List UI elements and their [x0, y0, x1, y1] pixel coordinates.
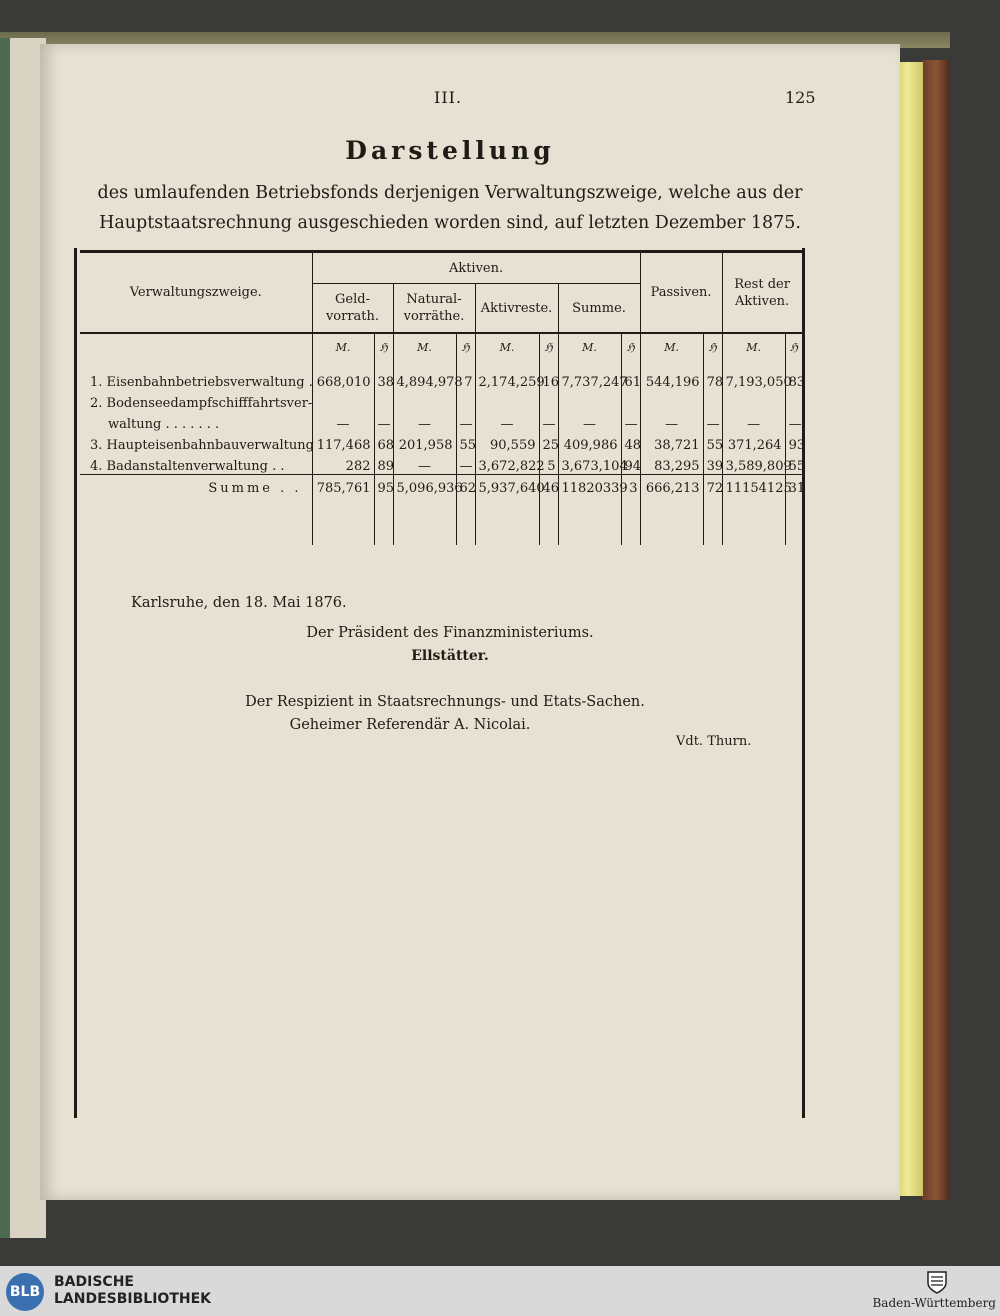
president-name: Ellstätter. [411, 648, 489, 664]
sum-row [80, 475, 802, 502]
header-summe: Summe. [558, 284, 640, 334]
page-number: 125 [785, 88, 816, 107]
cell-rest: 371,264 [722, 432, 785, 453]
respizient-title: Der Respizient in Staatsrechnungs- und Etats-Sachen. [245, 694, 645, 710]
cell-summe: — [558, 411, 621, 432]
page-subtitle: des umlaufenden Betriebsfonds derjenigen Verwaltungszweige, welche aus der Hauptstaatsrechnung ausgeschieden worden sind, auf letzten Dezember 1875. [97, 183, 803, 233]
cell-rest: 3,589,809 [722, 453, 785, 475]
cell-natural [393, 390, 456, 411]
library-name-line1: BADISCHE [54, 1274, 134, 1290]
unit-mark: M. [393, 333, 456, 360]
sum-cell: 62 [456, 475, 475, 502]
page-title: Darstellung [345, 136, 555, 165]
unit-mark: M. [640, 333, 703, 360]
cell-aktivreste: — [475, 411, 539, 432]
respizient-name: Geheimer Referendär A. Nicolai. [289, 717, 531, 733]
section-number: III. [434, 88, 463, 107]
sum-cell: 11154125 [722, 475, 785, 502]
header-verwaltungszweige: Verwaltungszweige. [80, 252, 312, 334]
sum-cell: 46 [539, 475, 558, 502]
cell-natural-pf: 55 [456, 432, 475, 453]
frame-rule-left [74, 248, 77, 1118]
cell-aktivreste [475, 390, 539, 411]
cell-aktivreste-pf [539, 390, 558, 411]
row-label: 3. Haupteisenbahnbauverwaltung [90, 438, 314, 453]
cell-rest-pf: — [785, 411, 802, 432]
state-name[interactable]: Baden-Württemberg [872, 1296, 996, 1310]
cell-aktivreste: 2,174,259 [475, 360, 539, 390]
cell-rest-pf: 93 [785, 432, 802, 453]
fonds-table [80, 250, 806, 545]
cell-geld: 117,468 [312, 432, 374, 453]
unit-mark: M. [558, 333, 621, 360]
cell-passiven-pf: 78 [703, 360, 722, 390]
row-label: 1. Eisenbahnbetriebsverwaltung . [90, 375, 313, 390]
cell-summe-pf [621, 390, 640, 411]
unit-pfennig: ℌ [785, 333, 802, 360]
cell-passiven: 83,295 [640, 453, 703, 475]
header-aktiven: Aktiven. [312, 252, 640, 284]
cell-passiven-pf: 39 [703, 453, 722, 475]
place-date: Karlsruhe, den 18. Mai 1876. [131, 595, 347, 611]
page-edges [897, 62, 923, 1196]
cell-natural: — [393, 411, 456, 432]
sum-cell: 72 [703, 475, 722, 502]
cell-aktivreste-pf: — [539, 411, 558, 432]
cell-passiven-pf: — [703, 411, 722, 432]
cell-rest-pf: 55 [785, 453, 802, 475]
coat-of-arms-icon [926, 1269, 948, 1295]
cell-geld: 668,010 [312, 360, 374, 390]
header-passiven: Passiven. [640, 252, 722, 334]
footer-bar [0, 1266, 1000, 1316]
unit-mark: M. [722, 333, 785, 360]
cell-natural-pf: — [456, 453, 475, 475]
book-cover-right [922, 60, 950, 1200]
cell-rest: 7,193,050 [722, 360, 785, 390]
cell-natural-pf: — [456, 411, 475, 432]
cell-geld-pf: — [374, 411, 393, 432]
cell-summe [558, 390, 621, 411]
cell-passiven: — [640, 411, 703, 432]
sum-cell: 5,937,640 [475, 475, 539, 502]
row-label: waltung . . . . . . . [108, 417, 220, 432]
header-naturalvorraethe: Natural-vorräthe. [393, 284, 475, 334]
table-row [80, 432, 802, 453]
cell-geld-pf: 68 [374, 432, 393, 453]
table-row [80, 390, 802, 411]
row-label: 4. Badanstaltenverwaltung . . [90, 459, 285, 474]
cell-passiven: 38,721 [640, 432, 703, 453]
header-geldvorrath: Geld-vorrath. [312, 284, 393, 334]
cell-summe-pf: — [621, 411, 640, 432]
library-name-line2: LANDESBIBLIOTHEK [54, 1291, 212, 1307]
cell-rest: — [722, 411, 785, 432]
unit-pfennig: ℌ [374, 333, 393, 360]
cell-geld-pf: 89 [374, 453, 393, 475]
sum-cell: 5,096,936 [393, 475, 456, 502]
cell-geld: — [312, 411, 374, 432]
header-rest: Rest der Aktiven. [722, 252, 802, 334]
cell-passiven: 544,196 [640, 360, 703, 390]
cell-summe: 3,673,104 [558, 453, 621, 475]
cell-aktivreste-pf: 16 [539, 360, 558, 390]
cell-aktivreste-pf: 5 [539, 453, 558, 475]
cell-geld-pf [374, 390, 393, 411]
cell-natural: — [393, 453, 456, 475]
cell-natural: 4,894,978 [393, 360, 456, 390]
unit-pfennig: ℌ [621, 333, 640, 360]
cell-summe: 7,737,247 [558, 360, 621, 390]
cell-geld-pf: 38 [374, 360, 393, 390]
table-tail [80, 501, 802, 545]
sum-cell: 785,761 [312, 475, 374, 502]
unit-pfennig: ℌ [539, 333, 558, 360]
cell-summe-pf: 94 [621, 453, 640, 475]
cell-passiven-pf [703, 390, 722, 411]
sum-cell: 31 [785, 475, 802, 502]
sum-cell: 666,213 [640, 475, 703, 502]
cell-passiven-pf: 55 [703, 432, 722, 453]
vdt-note: Vdt. Thurn. [676, 734, 752, 749]
table-row [80, 360, 802, 390]
unit-row [80, 333, 802, 360]
unit-mark: M. [475, 333, 539, 360]
blb-logo-icon[interactable]: BLB [6, 1273, 44, 1311]
cell-natural: 201,958 [393, 432, 456, 453]
cell-passiven [640, 390, 703, 411]
cell-summe: 409,986 [558, 432, 621, 453]
cell-aktivreste: 3,672,822 [475, 453, 539, 475]
cell-aktivreste: 90,559 [475, 432, 539, 453]
cell-summe-pf: 48 [621, 432, 640, 453]
sum-cell: 11820339 [558, 475, 621, 502]
cell-rest-pf: 83 [785, 360, 802, 390]
cell-geld [312, 390, 374, 411]
header-aktivreste: Aktivreste. [475, 284, 558, 334]
cell-rest-pf [785, 390, 802, 411]
cell-aktivreste-pf: 25 [539, 432, 558, 453]
cell-geld: 282 [312, 453, 374, 475]
cell-rest [722, 390, 785, 411]
unit-mark: M. [312, 333, 374, 360]
table-row [80, 453, 802, 475]
sum-cell: 95 [374, 475, 393, 502]
cell-natural-pf [456, 390, 475, 411]
unit-pfennig: ℌ [703, 333, 722, 360]
unit-pfennig: ℌ [456, 333, 475, 360]
sum-cell: 3 [621, 475, 640, 502]
cell-natural-pf: 7 [456, 360, 475, 390]
table-row [80, 411, 802, 432]
library-name[interactable] [54, 1274, 211, 1308]
president-title: Der Präsident des Finanzministeriums. [306, 625, 594, 641]
row-label: 2. Bodenseedampfschifffahrtsver- [90, 396, 313, 411]
sum-label: Summe . . [80, 475, 312, 502]
cell-summe-pf: 61 [621, 360, 640, 390]
